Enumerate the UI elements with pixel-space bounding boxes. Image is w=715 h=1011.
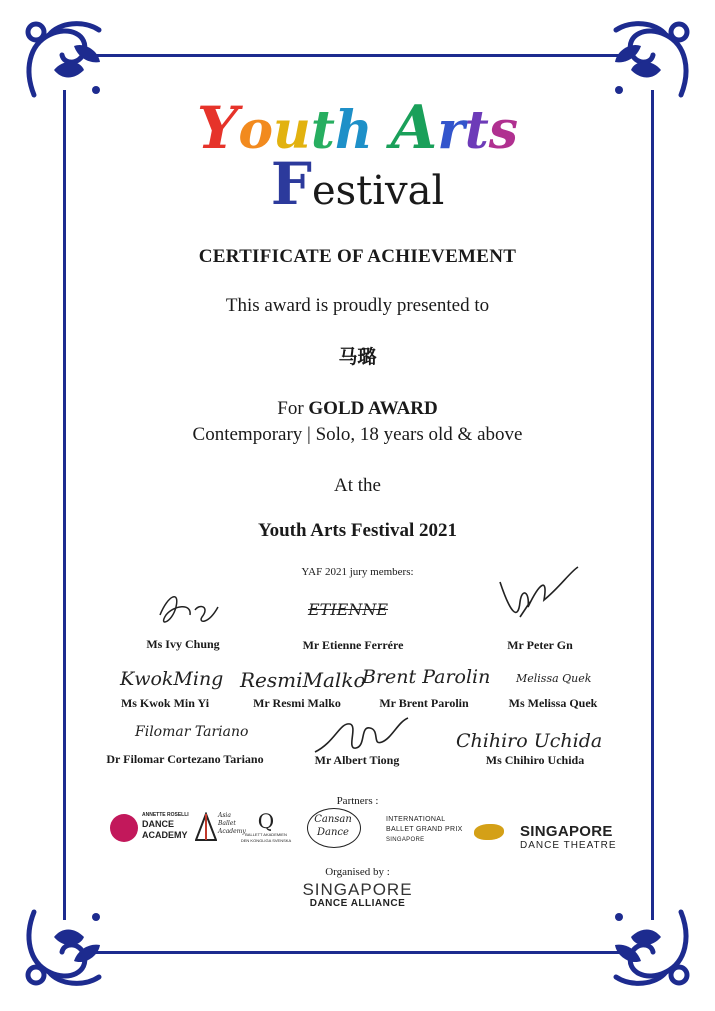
logo-letter [373,100,391,161]
judge-name: Mr Peter Gn [507,638,573,652]
signature-melissa: Melissa Quek [516,672,592,685]
border-bottom [95,951,620,954]
partners-label: Partners : [336,795,379,807]
triangle-logo-icon [195,812,217,842]
organised-label: Organised by : [325,866,390,878]
logo-letter: o [238,100,274,161]
festival-name: Youth Arts Festival 2021 [258,520,457,541]
signature-brent: Brent Parolin [362,666,491,688]
signature-peter-gn-icon [490,562,580,632]
judge-name: Dr Filomar Cortezano Tariano [106,752,264,766]
partner-line1: SINGAPORE [520,823,613,840]
partner-line2: BALLETT AKADEMIEN [245,832,287,837]
partner-line2: BALLET GRAND PRIX [386,826,463,833]
ornament-bottom-right-icon [601,897,701,997]
partner-line3: Academy [218,828,246,835]
partner-line3: SINGAPORE [386,837,425,843]
partner-line1: INTERNATIONAL [386,816,446,823]
partner-line1: Asia [218,812,231,819]
judge-name: Mr Resmi Malko [253,696,341,710]
award-category: Contemporary | Solo, 18 years old & above [192,424,523,445]
signature-resmi: ResmiMalko [240,668,366,692]
signature-kwok: KwokMing [120,668,224,690]
partner-logo-cansan-dance [303,808,365,848]
partner-logo-singapore-dance-theatre [520,824,630,856]
logo-letter: u [273,100,311,161]
judge-name: Mr Brent Parolin [379,696,469,710]
logo-letter: Y [196,94,239,162]
logo-initial: F [270,150,312,218]
signature-albert-tiong-icon [310,712,410,757]
logo-line1 [0,93,715,163]
judge-name: Ms Kwok Min Yi [120,696,210,710]
logo-letter: r [437,100,465,161]
judge-name: Ms Ivy Chung [146,637,220,651]
judge-name: Ms Melissa Quek [508,696,598,710]
partner-logo-ibgp [386,816,506,852]
signature-chihiro: Chihiro Uchida [456,730,603,752]
logo-letter: s [488,100,519,161]
partner-line3: DEN KONGLIGA SVENSKA [240,838,292,843]
partner-logo-annette-roselli [110,812,192,848]
ornament-top-left-icon [14,10,114,110]
logo-line2 [0,150,715,221]
partner-line2: DANCE [142,819,175,829]
ornament-bottom-left-icon [14,897,114,997]
organiser-logo-line1: SINGAPORE [302,880,413,899]
logo-letter: t [310,100,335,161]
recipient-name: 马璐 [338,346,377,368]
gold-swirl-icon [474,824,504,840]
award-prefix: For [277,398,304,419]
signature-etienne: ETIENNE [308,600,389,619]
jury-label: YAF 2021 jury members: [301,566,414,578]
ornament-top-right-icon [601,10,701,110]
partner-line1: ANNETTE ROSELLI [142,812,189,818]
award-line [0,398,715,420]
logo-letter: h [334,100,373,161]
partner-line3: ACADEMY [142,830,188,840]
judge-name: Mr Albert Tiong [314,753,400,767]
logo-letter: A [390,93,438,163]
pink-dancer-icon [110,814,138,842]
signature-ivy-chung-icon [140,585,230,635]
judge-name: Ms Chihiro Uchida [485,753,585,767]
signature-filomar: Filomar Tariano [135,724,249,740]
partner-line2: DANCE THEATRE [520,840,617,851]
certificate-heading: CERTIFICATE OF ACHIEVEMENT [198,246,517,267]
at-the-text: At the [334,475,381,496]
festival-logo [0,93,715,218]
presented-to-text: This award is proudly presented to [225,295,490,316]
award-name: GOLD AWARD [308,398,438,419]
partner-logo-ballett-akademien [236,810,296,850]
organiser-logo-line2: DANCE ALLIANCE [309,898,406,909]
logo-rest: estival [311,168,445,214]
partner-line2: Ballet [218,820,236,827]
judge-name: Mr Etienne Ferrére [302,638,404,652]
partner-line1: Cansan [314,814,352,825]
partner-line2: Dance [317,827,349,838]
partner-line1: Q [257,809,275,833]
border-top [95,54,620,57]
logo-letter: t [464,100,489,161]
